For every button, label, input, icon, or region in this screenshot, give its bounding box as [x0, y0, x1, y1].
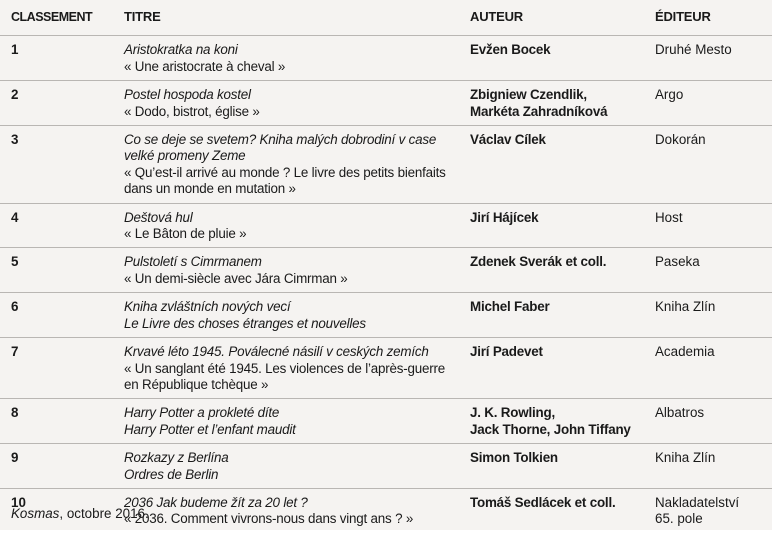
title-original: 2036 Jak budeme žít za 20 let ? [124, 494, 308, 510]
title-original: Rozkazy z Berlína [124, 450, 229, 466]
author-line: Jirí Hájícek [470, 209, 539, 225]
author-cell [464, 399, 649, 444]
table-row [0, 293, 772, 338]
publisher-line: Paseka [655, 254, 700, 270]
title-original: Krvavé léto 1945. Poválecné násilí v ceských zemích [124, 344, 429, 360]
rank-cell: 9 [0, 444, 118, 489]
author-line: Evžen Bocek [470, 42, 551, 58]
author-line: J. K. Rowling, [470, 405, 555, 421]
publisher-line: Host [655, 209, 683, 225]
source-name: Kosmas [11, 506, 60, 521]
title-cell [118, 293, 464, 338]
title-cell [118, 81, 464, 126]
title-translation: « Un demi-siècle avec Jára Cimrman » [124, 270, 348, 286]
publisher-line: Albatros [655, 405, 705, 421]
rank-cell: 4 [0, 203, 118, 248]
publisher-line: Kniha Zlín [655, 450, 716, 466]
title-cell [118, 203, 464, 248]
header-author: AUTEUR [470, 9, 523, 24]
header-publisher: ÉDITEUR [655, 9, 711, 24]
table-row [0, 444, 772, 489]
table-row [0, 81, 772, 126]
table-row [0, 126, 772, 204]
title-original: Postel hospoda kostel [124, 87, 251, 103]
publisher-line: Argo [655, 87, 684, 103]
author-line: Tomáš Sedlácek et coll. [470, 494, 616, 510]
rank-cell: 2 [0, 81, 118, 126]
title-translation: « Une aristocrate à cheval » [124, 58, 286, 74]
author-line: Simon Tolkien [470, 450, 558, 466]
publisher-line: 65. pole [655, 511, 703, 527]
author-cell [464, 338, 649, 399]
title-translation: « Un sanglant été 1945. Les violences de l’après-guerre en République tchèque » [124, 360, 446, 392]
author-line: Zdenek Sverák et coll. [470, 254, 607, 270]
source-note [11, 506, 149, 522]
title-cell [118, 126, 464, 204]
author-cell [464, 248, 649, 293]
author-line: Markéta Zahradníková [470, 103, 608, 119]
publisher-cell [649, 81, 772, 126]
title-original: Harry Potter a prokleté díte [124, 405, 280, 421]
title-translation: « Le Bâton de pluie » [124, 226, 247, 242]
publisher-cell [649, 36, 772, 81]
author-line: Jirí Padevet [470, 344, 543, 360]
author-cell [464, 126, 649, 204]
title-translation: « 2036. Comment vivrons-nous dans vingt ans ? » [124, 511, 414, 527]
rank-cell: 8 [0, 399, 118, 444]
rank-cell: 5 [0, 248, 118, 293]
publisher-cell [649, 248, 772, 293]
title-cell [118, 248, 464, 293]
author-cell [464, 488, 649, 532]
title-translation: « Qu’est-il arrivé au monde ? Le livre des petits bienfaits dans un monde en mutation » [124, 164, 446, 197]
author-cell [464, 293, 649, 338]
publisher-line: Kniha Zlín [655, 299, 716, 315]
title-cell [118, 399, 464, 444]
publisher-cell [649, 293, 772, 338]
rank-cell: 1 [0, 36, 118, 81]
table-row [0, 399, 772, 444]
table-row [0, 203, 772, 248]
title-cell [118, 444, 464, 489]
title-original: Kniha zvláštních nových vecí [124, 299, 291, 315]
header-rank: CLASSEMENT [11, 10, 93, 24]
rank-cell: 7 [0, 338, 118, 399]
rank-cell: 3 [0, 126, 118, 204]
publisher-line: Dokorán [655, 132, 706, 148]
publisher-cell [649, 203, 772, 248]
author-cell [464, 36, 649, 81]
table-row [0, 248, 772, 293]
publisher-line: Druhé Mesto [655, 42, 732, 58]
author-line: Jack Thorne, John Tiffany [470, 421, 631, 437]
header-row [0, 0, 772, 36]
title-original: Pulstoletí s Cimrmanem [124, 254, 262, 270]
title-original: Deštová hul [124, 209, 193, 225]
publisher-cell [649, 444, 772, 489]
title-cell [118, 488, 464, 532]
title-original: Aristokratka na koni [124, 42, 238, 58]
author-line: Václav Cílek [470, 132, 546, 148]
author-line: Michel Faber [470, 299, 550, 315]
author-cell [464, 81, 649, 126]
author-cell [464, 444, 649, 489]
publisher-cell [649, 126, 772, 204]
title-translation: Harry Potter et l’enfant maudit [124, 421, 296, 437]
table-row [0, 338, 772, 399]
publisher-line: Nakladatelství [655, 494, 740, 510]
publisher-cell [649, 338, 772, 399]
source-date: , octobre 2016. [59, 506, 149, 521]
table-header [0, 0, 772, 36]
author-cell [464, 203, 649, 248]
publisher-cell [649, 488, 772, 532]
table-row [0, 36, 772, 81]
title-translation: Le Livre des choses étranges et nouvelles [124, 315, 366, 331]
header-title: TITRE [124, 9, 161, 24]
publisher-line: Academia [655, 344, 715, 360]
publisher-cell [649, 399, 772, 444]
rank-cell: 10 [0, 488, 118, 532]
author-line: Zbigniew Czendlik, [470, 87, 587, 103]
rank-cell: 6 [0, 293, 118, 338]
title-cell [118, 338, 464, 399]
title-cell [118, 36, 464, 81]
title-original: Co se deje se svetem? Kniha malých dobrodiní v case velké promeny Zeme [124, 132, 437, 164]
table-body [0, 36, 772, 533]
title-translation: Ordres de Berlin [124, 466, 219, 482]
title-translation: « Dodo, bistrot, église » [124, 103, 260, 119]
